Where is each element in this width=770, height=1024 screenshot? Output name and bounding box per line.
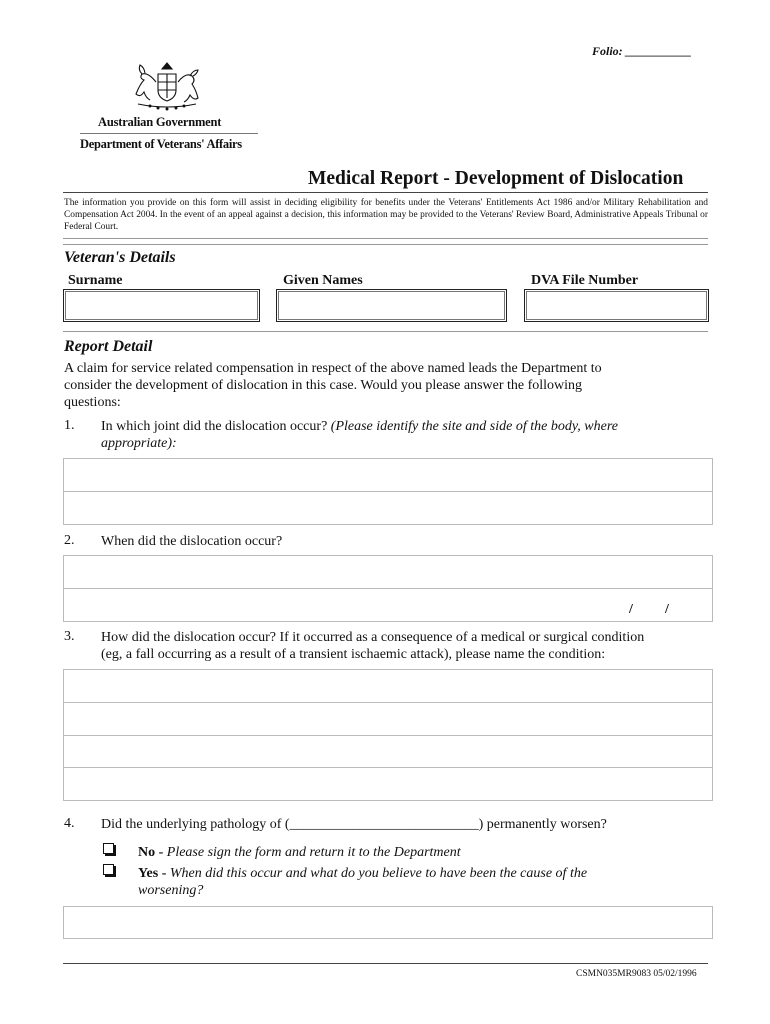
form-code: CSMN035MR9083 05/02/1996: [576, 969, 697, 979]
yes-option: [138, 865, 587, 882]
question-4-number: 4.: [64, 816, 75, 831]
question-3-text: How did the dislocation occur? If it occurred as a consequence of a medical or surgical condition: [101, 630, 645, 645]
section-divider: [63, 244, 708, 245]
date-separator: /: [629, 602, 633, 617]
logo-divider: [80, 133, 258, 134]
report-intro-line: questions:: [64, 395, 121, 410]
question-4-text: Did the underlying pathology of (___________________________) permanently worsen?: [101, 817, 607, 832]
surname-field[interactable]: [63, 289, 260, 322]
footer-divider: [63, 963, 708, 964]
given-names-field[interactable]: [276, 289, 507, 322]
department-name: Department of Veterans' Affairs: [80, 137, 242, 151]
question-3-answer-field[interactable]: [63, 669, 713, 801]
government-name: Australian Government: [98, 115, 222, 129]
question-1-main: In which joint did the dislocation occur?: [101, 419, 328, 434]
yes-checkbox[interactable]: [103, 864, 114, 875]
no-checkbox[interactable]: [103, 843, 114, 854]
section-divider: [63, 238, 708, 239]
question-2-text: When did the dislocation occur?: [101, 534, 283, 549]
title-divider: [63, 192, 708, 193]
answer-line[interactable]: [64, 556, 712, 589]
yes-option-text: When did this occur and what do you believe to have been the cause of the: [169, 866, 588, 881]
question-3-number: 3.: [64, 629, 75, 644]
answer-line[interactable]: [64, 768, 712, 800]
question-1-text: [101, 418, 618, 435]
answer-line[interactable]: [64, 492, 712, 524]
yes-option-label: Yes -: [138, 866, 167, 881]
section-divider: [63, 331, 708, 332]
page-title: Medical Report - Development of Dislocation: [308, 168, 684, 189]
question-1-answer-field[interactable]: [63, 458, 713, 525]
question-1-number: 1.: [64, 418, 75, 433]
question-2-number: 2.: [64, 533, 75, 548]
report-intro-line: consider the development of dislocation in this case. Would you please answer the following: [64, 378, 583, 393]
answer-line[interactable]: [64, 703, 712, 736]
answer-line[interactable]: [64, 459, 712, 492]
answer-line[interactable]: [64, 670, 712, 703]
question-3-text-cont: (eg, a fall occurring as a result of a transient ischaemic attack), please name the condition:: [101, 647, 606, 662]
dva-file-number-field[interactable]: [524, 289, 709, 322]
report-intro-line: A claim for service related compensation in respect of the above named leads the Department to: [64, 361, 602, 376]
question-4-answer-field[interactable]: [63, 906, 713, 939]
yes-option-text-cont: worsening?: [138, 883, 204, 898]
answer-line[interactable]: [64, 907, 712, 938]
question-1-hint: (Please identify the site and side of the body, where: [330, 419, 618, 434]
date-separator: /: [665, 602, 669, 617]
veteran-details-heading: Veteran's Details: [64, 249, 176, 266]
question-2-answer-field[interactable]: [63, 555, 713, 622]
dva-file-number-label: DVA File Number: [531, 273, 639, 288]
no-option-text: Please sign the form and return it to the Department: [166, 845, 461, 860]
no-option-label: No -: [138, 845, 164, 860]
folio-field: Folio: ___________: [592, 44, 692, 58]
report-detail-heading: Report Detail: [64, 338, 153, 355]
surname-label: Surname: [68, 273, 123, 288]
question-1-hint-cont: appropriate):: [101, 436, 177, 451]
given-names-label: Given Names: [283, 273, 363, 288]
intro-text: The information you provide on this form will assist in deciding eligibility for benefits under the Veterans' Entitlements Act 1986 and/or Military Rehabilitation and Compensation Act 2004. In the event of an appeal against a decision, this information may be provided to the Veterans' Review Board, Administrative Appeals Tribunal or Federal Court.: [64, 198, 708, 232]
date-answer-line[interactable]: [64, 589, 712, 621]
coat-of-arms-logo: [128, 60, 206, 112]
no-option: [138, 844, 461, 861]
answer-line[interactable]: [64, 736, 712, 768]
